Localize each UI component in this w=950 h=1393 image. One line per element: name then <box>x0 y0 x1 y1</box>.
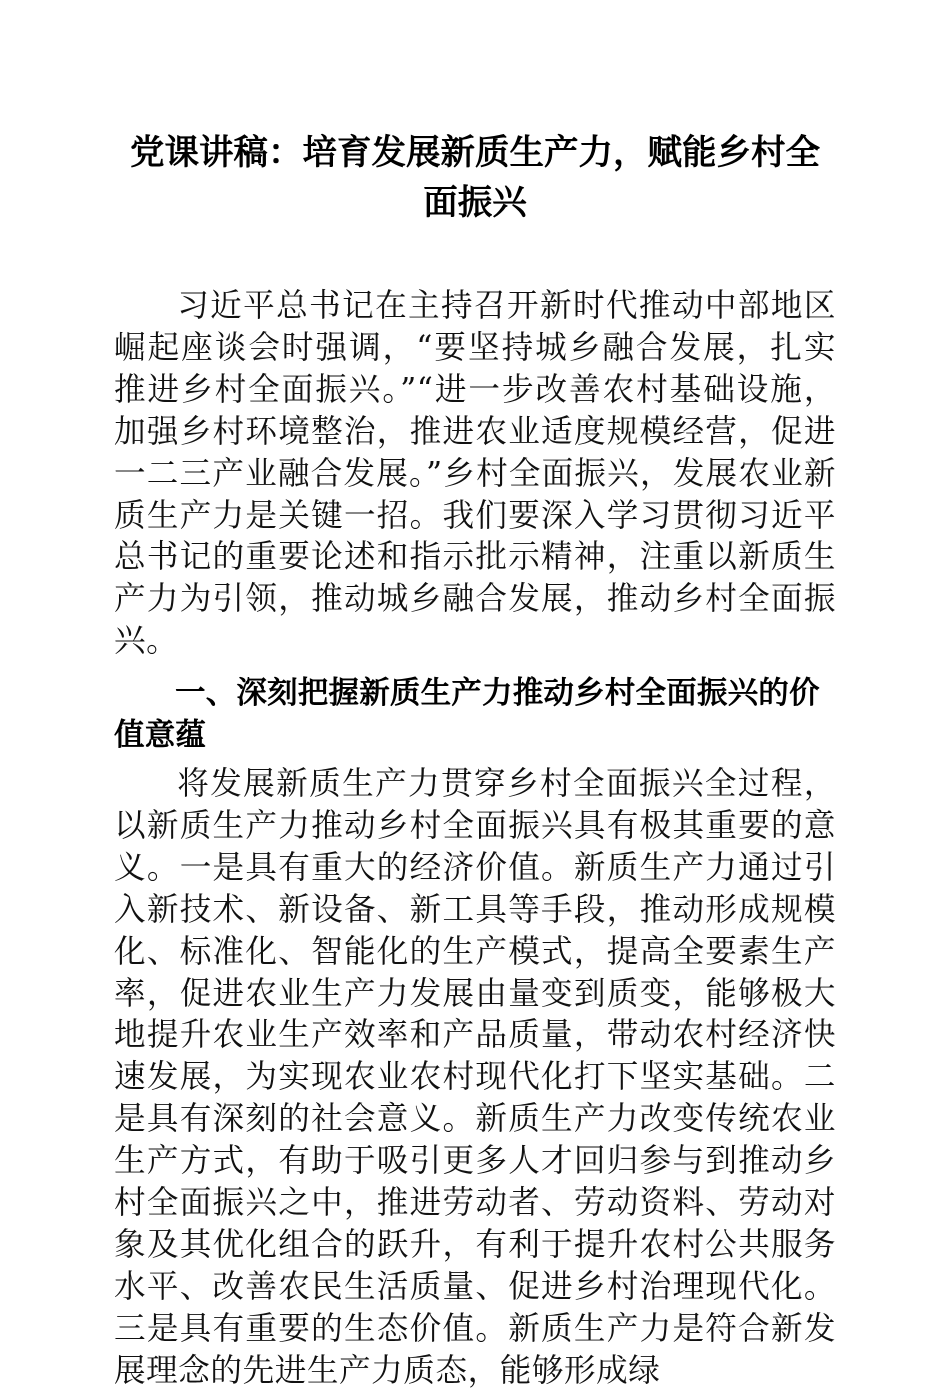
section-heading-1: 一、深刻把握新质生产力推动乡村全面振兴的价值意蕴 <box>114 676 820 753</box>
document-title: 党课讲稿：培育发展新质生产力，赋能乡村全面振兴 <box>130 134 820 222</box>
body-paragraph-1: 习近平总书记在主持召开新时代推动中部地区崛起座谈会时强调，“要坚持城乡融合发展，扎实推进乡村全面振兴。”“进一步改善农村基础设施，加强乡村环境整治，推进农业适度规模经营，促进一二三产业融合发展。”乡村全面振兴，发展农业新质生产力是关键一招。我们要深入学习贯彻习近平总书记的重要论述和指示批示精神，注重以新质生产力为引领，推动城乡融合发展，推动乡村全面振兴。 <box>114 288 836 660</box>
document-content-area <box>114 0 836 1393</box>
body-paragraph-2: 将发展新质生产力贯穿乡村全面振兴全过程，以新质生产力推动乡村全面振兴具有极其重要的意义。一是具有重大的经济价值。新质生产力通过引入新技术、新设备、新工具等手段，推动形成规模化、标准化、智能化的生产模式，提高全要素生产率，促进农业生产力发展由量变到质变，能够极大地提升农业生产效率和产品质量，带动农村经济快速发展，为实现农业农村现代化打下坚实基础。二是具有深刻的社会意义。新质生产力改变传统农业生产方式，有助于吸引更多人才回归参与到推动乡村全面振兴之中，推进劳动者、劳动资料、劳动对象及其优化组合的跃升，有利于提升农村公共服务水平、改善农民生活质量、促进乡村治理现代化。三是具有重要的生态价值。新质生产力是符合新发展理念的先进生产力质态，能够形成绿 <box>114 765 836 1389</box>
